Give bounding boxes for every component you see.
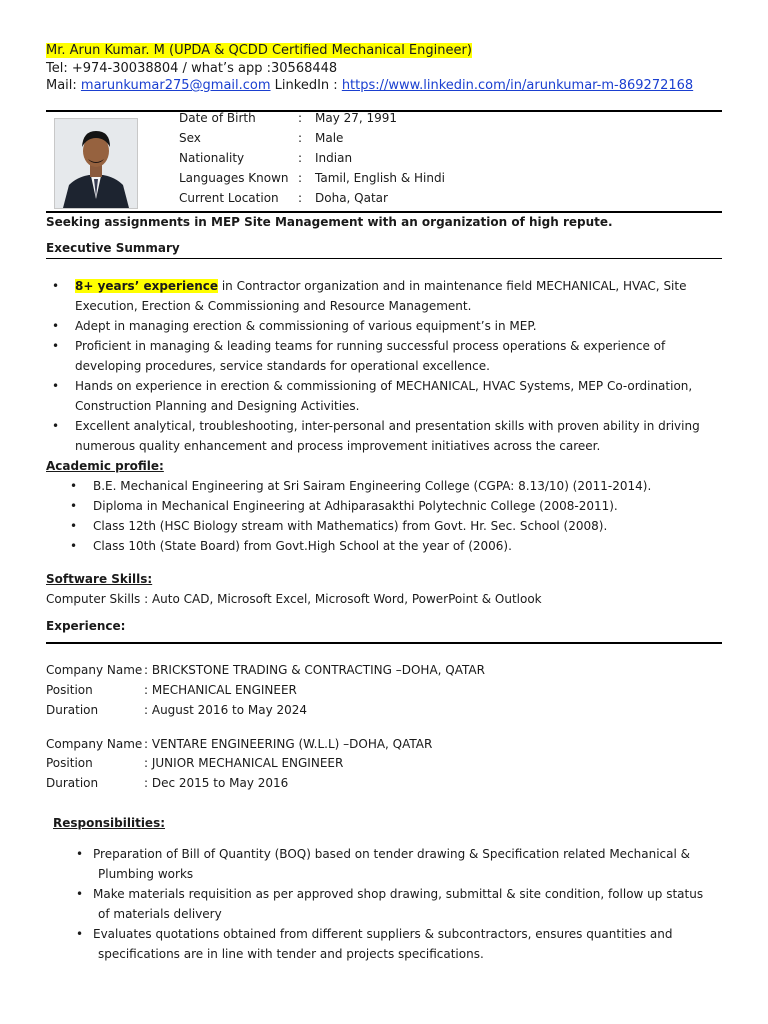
bullet-icon: • [76, 927, 84, 941]
responsibility-2-line2: of materials delivery [98, 907, 222, 921]
academic-item-3: Class 12th (HSC Biology stream with Mathematics) from Govt. Hr. Sec. School (2008). [93, 519, 608, 533]
experience-highlight: 8+ years’ experience [75, 279, 219, 293]
software-heading: Software Skills: [46, 572, 153, 586]
responsibility-2-line1: Make materials requisition as per approved shop drawing, submittal & site condition, follow up status [93, 887, 704, 901]
duration-value: : August 2016 to May 2024 [144, 703, 308, 717]
responsibility-1-line2: Plumbing works [98, 867, 194, 881]
sex-sep: : [298, 131, 303, 145]
contact-line [46, 78, 693, 93]
bullet-icon: • [52, 319, 60, 333]
summary-item-3-line1: Proficient in managing & leading teams for running successful process operations & experience of [75, 339, 666, 353]
summary-item-1-line1: 8+ years’ experience in Contractor organization and in maintenance field MECHANICAL, HVAC, Site [75, 279, 687, 293]
experience-divider [46, 642, 722, 644]
company-value: : BRICKSTONE TRADING & CONTRACTING –DOHA, QATAR [144, 663, 485, 677]
position-label: Position [46, 756, 93, 770]
sex-value: Male [315, 131, 344, 145]
academic-item-4: Class 10th (State Board) from Govt.High School at the year of (2006). [93, 539, 512, 553]
nationality-label: Nationality [179, 151, 245, 165]
position-label: Position [46, 683, 93, 697]
bullet-icon: • [76, 887, 84, 901]
bullet-icon: • [52, 279, 60, 293]
objective: Seeking assignments in MEP Site Management with an organization of high repute. [46, 215, 613, 229]
sex-label: Sex [179, 131, 201, 145]
location-value: Doha, Qatar [315, 191, 388, 205]
linkedin-link[interactable]: https://www.linkedin.com/in/arunkumar-m-869272168 [341, 78, 694, 93]
bullet-icon: • [70, 519, 78, 533]
duration-label: Duration [46, 776, 99, 790]
summary-item-1-line2: Execution, Erection & Commissioning and Resource Management. [75, 299, 472, 313]
academic-item-1: B.E. Mechanical Engineering at Sri Sairam Engineering College (CGPA: 8.13/10) (2011-2014). [93, 479, 652, 493]
company-label: Company Name [46, 663, 143, 677]
nationality-value: Indian [315, 151, 353, 165]
languages-sep: : [298, 171, 303, 185]
experience-heading: Experience: [46, 619, 126, 633]
phone-line: Tel: +974-30038804 / what’s app :30568448 [46, 61, 338, 76]
email-link[interactable]: marunkumar275@gmail.com [80, 78, 271, 93]
company-value: : VENTARE ENGINEERING (W.L.L) –DOHA, QATAR [144, 737, 433, 751]
candidate-name-title: Mr. Arun Kumar. M (UPDA & QCDD Certified Mechanical Engineer) [46, 43, 472, 58]
summary-item-5-line2: numerous quality enhancement and process improvement initiatives across the career. [75, 439, 601, 453]
responsibility-3-line1: Evaluates quotations obtained from different suppliers & subcontractors, ensures quantities and [93, 927, 673, 941]
academic-heading: Academic profile: [46, 459, 164, 473]
summary-item-2: Adept in managing erection & commissioning of various equipment’s in MEP. [75, 319, 537, 333]
duration-label: Duration [46, 703, 99, 717]
bullet-icon: • [70, 479, 78, 493]
linkedin-label: LinkedIn : [270, 78, 342, 93]
bullet-icon: • [52, 339, 60, 353]
bullet-icon: • [70, 539, 78, 553]
company-label: Company Name [46, 737, 143, 751]
summary-divider [46, 258, 722, 259]
summary-item-5-line1: Excellent analytical, troubleshooting, inter-personal and presentation skills with proven ability in driving [75, 419, 700, 433]
dob-sep: : [298, 111, 303, 125]
mail-label: Mail: [46, 78, 81, 93]
nationality-sep: : [298, 151, 303, 165]
languages-value: Tamil, English & Hindi [315, 171, 445, 185]
academic-item-2: Diploma in Mechanical Engineering at Adhiparasakthi Polytechnic College (2008-2011). [93, 499, 618, 513]
dob-value: May 27, 1991 [315, 111, 398, 125]
languages-label: Languages Known [179, 171, 289, 185]
dob-label: Date of Birth [179, 111, 256, 125]
bullet-icon: • [52, 419, 60, 433]
responsibility-1-line1: Preparation of Bill of Quantity (BOQ) based on tender drawing & Specification related Mechanical & [93, 847, 691, 861]
profile-photo [54, 118, 138, 209]
summary-item-3-line2: developing procedures, service standards for operational excellence. [75, 359, 490, 373]
bullet-icon: • [70, 499, 78, 513]
details-divider [46, 211, 722, 213]
bullet-icon: • [52, 379, 60, 393]
location-label: Current Location [179, 191, 279, 205]
software-skills-line: Computer Skills : Auto CAD, Microsoft Excel, Microsoft Word, PowerPoint & Outlook [46, 592, 542, 606]
responsibility-3-line2: specifications are in line with tender and projects specifications. [98, 947, 484, 961]
executive-summary-heading: Executive Summary [46, 241, 180, 255]
responsibilities-heading: Responsibilities: [53, 816, 166, 830]
duration-value: : Dec 2015 to May 2016 [144, 776, 289, 790]
summary-item-4-line2: Construction Planning and Designing Activities. [75, 399, 360, 413]
position-value: : MECHANICAL ENGINEER [144, 683, 297, 697]
position-value: : JUNIOR MECHANICAL ENGINEER [144, 756, 344, 770]
summary-item-4-line1: Hands on experience in erection & commissioning of MECHANICAL, HVAC Systems, MEP Co-ordination, [75, 379, 693, 393]
bullet-icon: • [76, 847, 84, 861]
location-sep: : [298, 191, 303, 205]
